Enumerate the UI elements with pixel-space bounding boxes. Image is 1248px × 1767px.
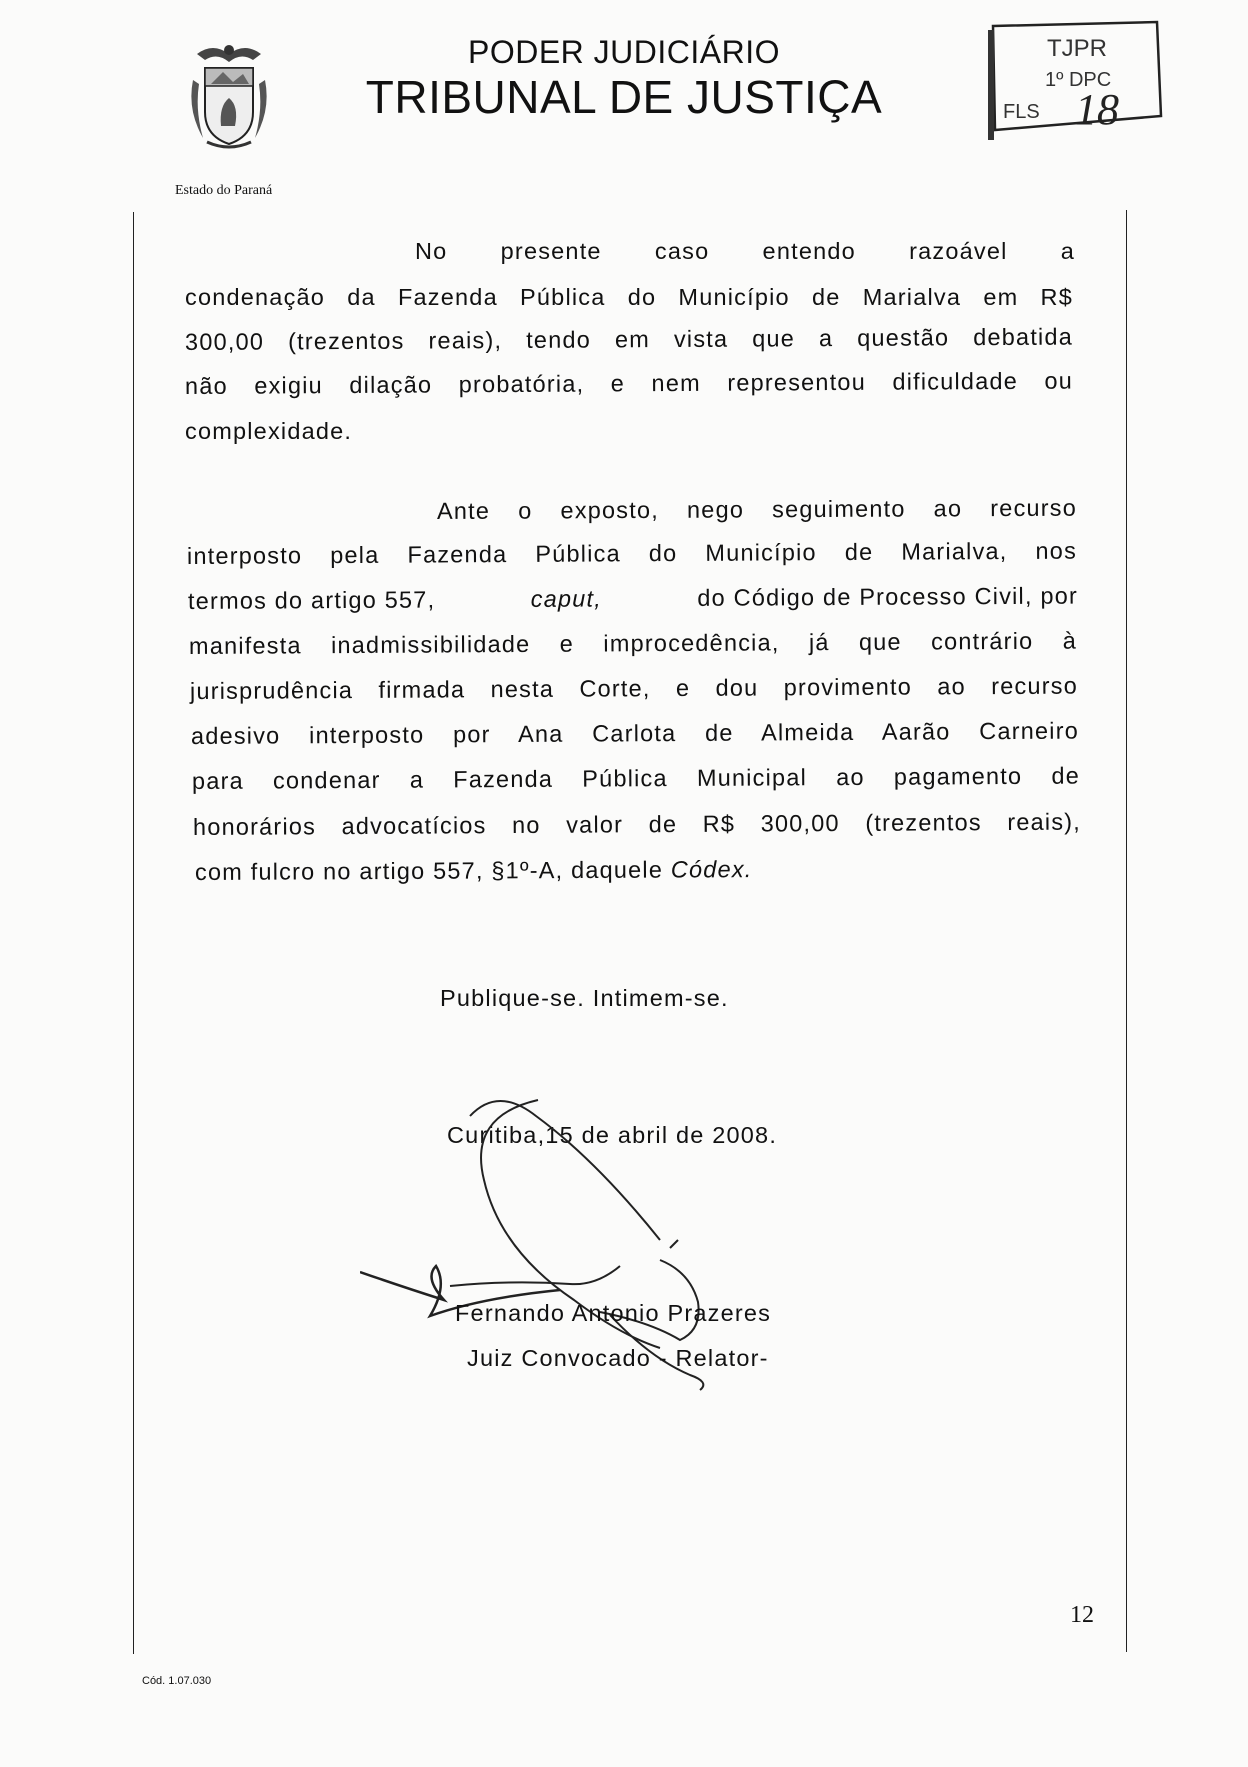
body-line: complexidade. bbox=[185, 418, 353, 444]
body-text: do Código de Processo Civil, por bbox=[697, 582, 1079, 611]
latin-term: caput, bbox=[530, 585, 602, 612]
form-code: Cód. 1.07.030 bbox=[142, 1675, 212, 1687]
body-line: condenação da Fazenda Pública do Município de Marialva em R$ bbox=[185, 284, 1073, 310]
stamp-label: FLS bbox=[1003, 101, 1040, 123]
signer-name: Fernando Antonio Prazeres bbox=[455, 1300, 772, 1326]
right-margin-rule bbox=[1126, 210, 1127, 1652]
left-margin-rule bbox=[133, 212, 134, 1654]
stamp-number: 18 bbox=[1075, 85, 1119, 134]
body-line: para condenar a Fazenda Pública Municipal ao pagamento de bbox=[191, 762, 1081, 794]
body-line-with-emphasis bbox=[188, 583, 1078, 615]
latin-term: Códex. bbox=[670, 856, 753, 883]
publication-order: Publique-se. Intimem-se. bbox=[440, 985, 729, 1011]
body-line: honorários advocatícios no valor de R$ 300,00 (trezentos reais), bbox=[192, 808, 1082, 840]
body-line-with-emphasis bbox=[195, 854, 1095, 886]
protocol-stamp bbox=[985, 20, 1165, 144]
body-text: termos do artigo 557, bbox=[187, 586, 436, 614]
state-label: Estado do Paraná bbox=[175, 183, 273, 198]
body-line: interposto pela Fazenda Pública do Município de Marialva, nos bbox=[186, 537, 1078, 569]
body-line: adesivo interposto por Ana Carlota de Almeida Aarão Carneiro bbox=[190, 717, 1080, 749]
body-text: com fulcro no artigo 557, §1º-A, daquele bbox=[194, 856, 664, 885]
body-line: No presente caso entendo razoável a bbox=[415, 238, 1075, 264]
date-place: Curitiba,15 de abril de 2008. bbox=[447, 1122, 778, 1148]
court-heading: TRIBUNAL DE JUSTIÇA bbox=[365, 71, 883, 123]
signer-role: Juiz Convocado - Relator- bbox=[467, 1345, 769, 1371]
stamp-line1: TJPR bbox=[1047, 35, 1107, 62]
body-line: jurisprudência firmada nesta Corte, e dou provimento ao recurso bbox=[189, 672, 1079, 704]
body-line: manifesta inadmissibilidade e improcedência, já que contrário à bbox=[188, 627, 1078, 659]
body-line: 300,00 (trezentos reais), tendo em vista que a questão debatida bbox=[184, 323, 1074, 355]
page-number: 12 bbox=[1070, 1602, 1094, 1628]
body-line: não exigiu dilação probatória, e nem representou dificuldade ou bbox=[184, 367, 1074, 399]
body-line: Ante o exposto, nego seguimento ao recurso bbox=[436, 494, 1078, 524]
authority-heading: PODER JUDICIÁRIO bbox=[467, 34, 781, 70]
stamp-line2: 1º DPC bbox=[1045, 69, 1112, 91]
